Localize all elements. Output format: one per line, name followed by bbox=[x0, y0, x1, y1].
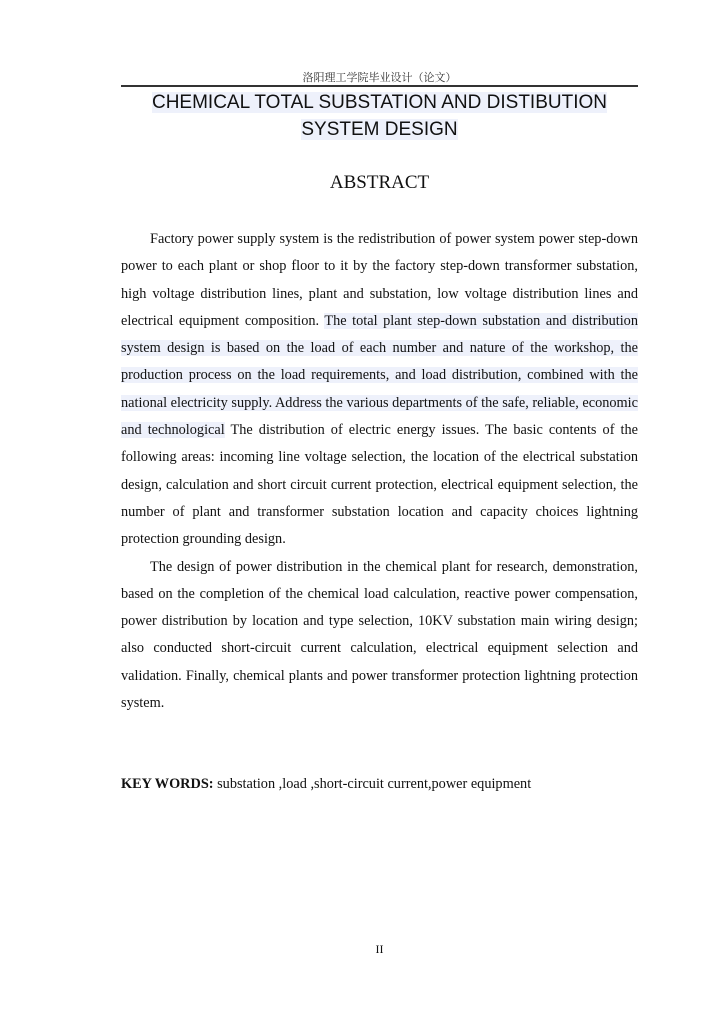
paragraph-1-continuation: The distribution of electric energy issues. The basic contents of the following areas: incoming line voltage selection, the location of the electrical substation design, calculation and short circuit current protection, electrical equipment selection, the number of plant and transformer substation location and capacity choices lightning protection grounding design. bbox=[121, 422, 638, 548]
running-header: 洛阳理工学院毕业设计（论文） bbox=[302, 71, 457, 84]
highlighted-text: The total plant step-down substation and distribution system design is based on the load of each number and nature of the workshop, the production process on the load requirements, and load distribution, combined with the national electricity supply. Address the various departments of the safe, reliable, economic and technological bbox=[121, 312, 638, 439]
keywords-value: substation ,load ,short-circuit current,power equipment bbox=[213, 776, 532, 792]
paragraph-1-text: Factory power supply system is the redistribution of power system power step-down power to each plant or shop floor to it by the factory step-down transformer substation, high voltage distribution lines, plant and substation, low voltage distribution lines and electrical equipment composition. bbox=[121, 231, 638, 329]
abstract-body bbox=[121, 226, 638, 717]
header-divider bbox=[121, 85, 638, 87]
document-title bbox=[121, 89, 638, 143]
abstract-paragraph-1 bbox=[121, 226, 638, 554]
title-line-2: SYSTEM DESIGN bbox=[301, 119, 458, 140]
title-line-1: CHEMICAL TOTAL SUBSTATION AND DISTIBUTION bbox=[151, 92, 607, 113]
abstract-paragraph-2: The design of power distribution in the chemical plant for research, demonstration, based on the completion of the chemical load calculation, reactive power compensation, power distribution by location and type selection, 10KV substation main wiring design; also conducted short-circuit current calculation, electrical equipment selection and validation. Finally, chemical plants and power transformer protection lightning protection system. bbox=[121, 558, 638, 712]
abstract-heading: ABSTRACT bbox=[329, 172, 430, 193]
keywords-label: KEY WORDS: bbox=[121, 776, 214, 792]
keywords-line bbox=[121, 776, 638, 793]
page-number: II bbox=[375, 942, 384, 956]
